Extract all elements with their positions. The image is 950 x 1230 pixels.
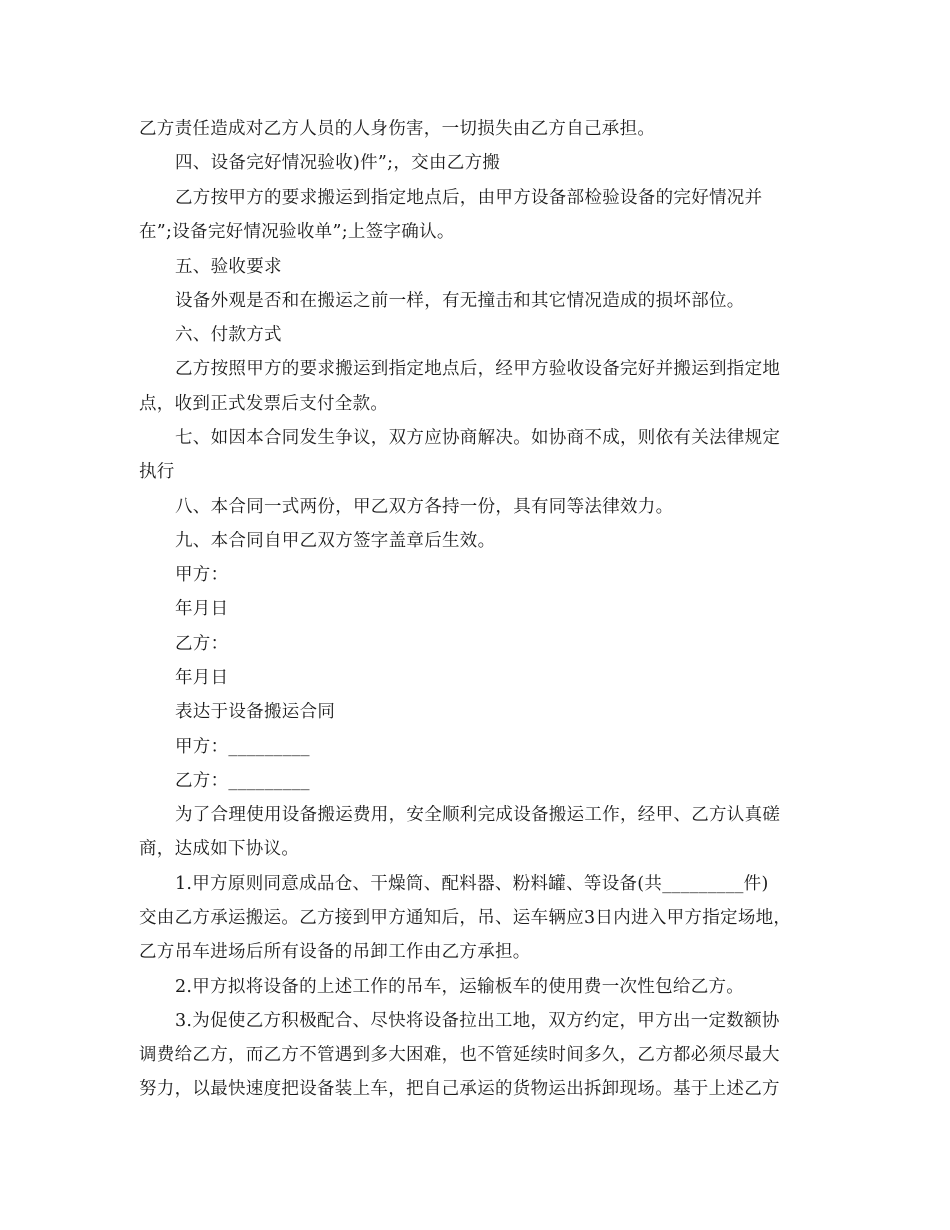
clause-1: 1.甲方原则同意成品仓、干燥筒、配料器、粉料罐、等设备(共_________件) [175,874,769,894]
text-line: 八、本合同一式两份，甲乙双方各持一份，具有同等法律效力。 [175,497,674,517]
party-b-field: 乙方：_________ [175,771,310,791]
section-heading: 六、付款方式 [175,325,282,345]
clause-3: 3.为促使乙方积极配合、尽快将设备拉出工地，双方约定，甲方出一定数额协 [175,1011,780,1031]
clause-2: 2.甲方拟将设备的上述工作的吊车，运输板车的使用费一次性包给乙方。 [175,977,745,997]
text-line: 乙方按照甲方的要求搬运到指定地点后，经甲方验收设备完好并搬运到指定地 [175,359,781,379]
text-line: 点，收到正式发票后支付全款。 [139,394,389,414]
text-line: 设备外观是否和在搬运之前一样，有无撞击和其它情况造成的损坏部位。 [175,291,745,311]
contract-title: 表达于设备搬运合同 [175,702,336,722]
text-line: 调费给乙方，而乙方不管遇到多大困难，也不管延续时间多久，乙方都必须尽最大 [139,1045,780,1065]
text-line: 执行 [139,462,175,482]
text-line: 七、如因本合同发生争议，双方应协商解决。如协商不成，则依有关法律规定 [175,428,781,448]
signature-party-a: 甲方： [175,565,229,585]
party-a-field: 甲方：_________ [175,737,310,757]
text-line: 为了合理使用设备搬运费用，安全顺利完成设备搬运工作，经甲、乙方认真磋 [175,805,781,825]
text-line: 在”;设备完好情况验收单”;上签字确认。 [139,222,455,242]
text-line: 乙方按甲方的要求搬运到指定地点后，由甲方设备部检验设备的完好情况并 [175,188,763,208]
text-line: 交由乙方承运搬运。乙方接到甲方通知后，吊、运车辆应3日内进入甲方指定场地， [139,908,792,928]
signature-party-b: 乙方： [175,634,229,654]
text-line: 九、本合同自甲乙双方签字盖章后生效。 [175,531,496,551]
text-line: 商，达成如下协议。 [139,839,300,859]
text-line: 努力，以最快速度把设备装上车，把自己承运的货物运出拆卸现场。基于上述乙方 [139,1079,780,1099]
signature-date: 年月日 [175,599,229,619]
signature-date: 年月日 [175,668,229,688]
text-line: 乙方吊车进场后所有设备的吊卸工作由乙方承担。 [139,942,531,962]
section-heading: 四、设备完好情况验收)件”;，交由乙方搬 [175,153,501,173]
section-heading: 五、验收要求 [175,257,282,277]
text-line: 乙方责任造成对乙方人员的人身伤害，一切损失由乙方自己承担。 [139,119,656,139]
